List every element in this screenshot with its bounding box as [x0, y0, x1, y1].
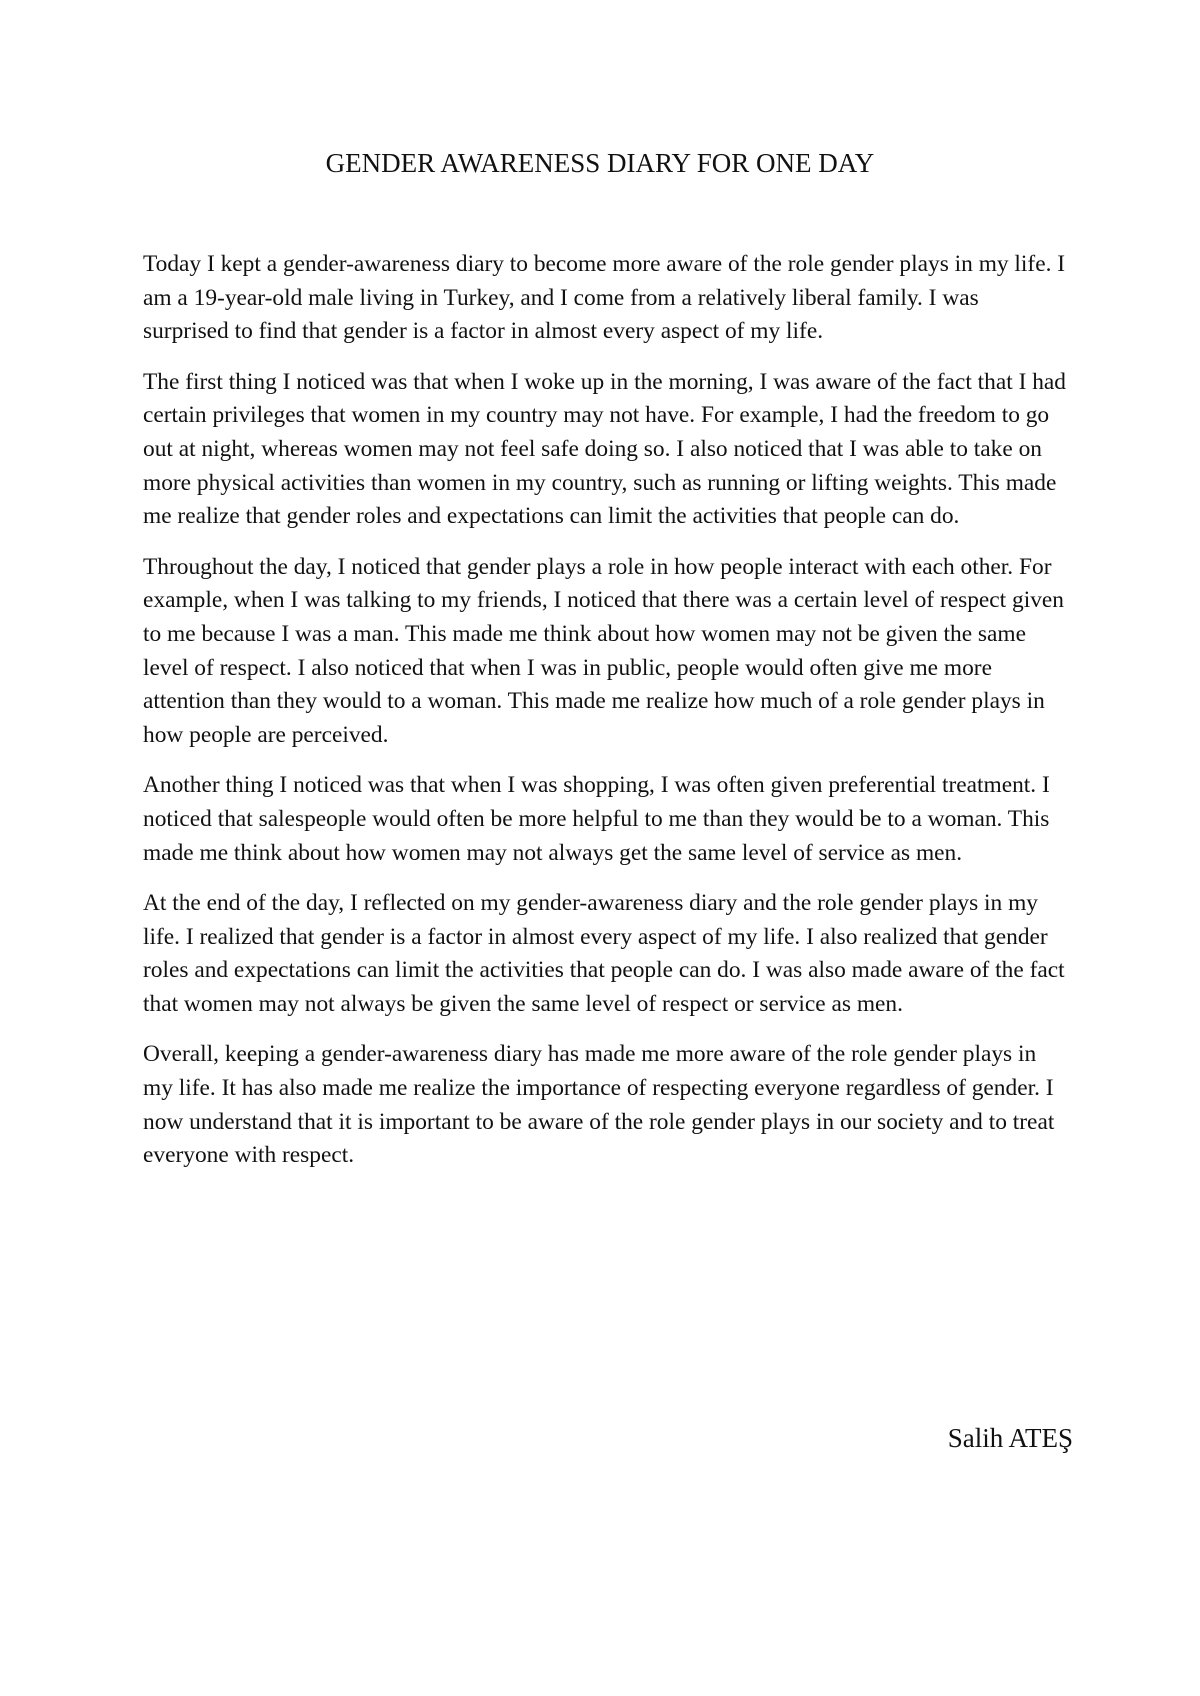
paragraph-3: Throughout the day, I noticed that gender plays a role in how people interact with each other. For example, when I was talking to my friends, I noticed that there was a certain level of respect given to me because I was a man. This made me think about how women may not be given the same level of respect. I also noticed that when I was in public, people would often give me more attention than they would to a woman. This made me realize how much of a role gender plays in how people are perceived.: [143, 553, 1064, 748]
author-signature: Salih ATEŞ: [947, 1423, 1073, 1453]
document-title: GENDER AWARENESS DIARY FOR ONE DAY: [325, 148, 875, 178]
paragraph-2: The first thing I noticed was that when I woke up in the morning, I was aware of the fact that I had certain privileges that women in my country may not have. For example, I had the freedom to go out at night, whereas women may not feel safe doing so. I also noticed that I was able to take on more physical activities than women in my country, such as running or lifting weights. This made me realize that gender roles and expectations can limit the activities that people can do.: [143, 368, 1066, 530]
document-body: [143, 248, 1068, 1190]
paragraph-5: At the end of the day, I reflected on my gender-awareness diary and the role gender plays in my life. I realized that gender is a factor in almost every aspect of my life. I also realized that gender roles and expectations can limit the activities that people can do. I was also made aware of the fact that women may not always be given the same level of respect or service as men.: [143, 890, 1065, 1017]
paragraph-6: Overall, keeping a gender-awareness diary has made me more aware of the role gender plays in my life. It has also made me realize the importance of respecting everyone regardless of gender. I now understand that it is important to be aware of the role gender plays in our society and to treat everyone with respect.: [143, 1041, 1055, 1169]
paragraph-4: Another thing I noticed was that when I was shopping, I was often given preferential treatment. I noticed that salespeople would often be more helpful to me than they would be to a woman. This made me think about how women may not always get the same level of service as men.: [143, 772, 1050, 866]
paragraph-1: Today I kept a gender-awareness diary to become more aware of the role gender plays in my life. I am a 19-year-old male living in Turkey, and I come from a relatively liberal family. I was surprised to find that gender is a factor in almost every aspect of my life.: [143, 251, 1066, 345]
